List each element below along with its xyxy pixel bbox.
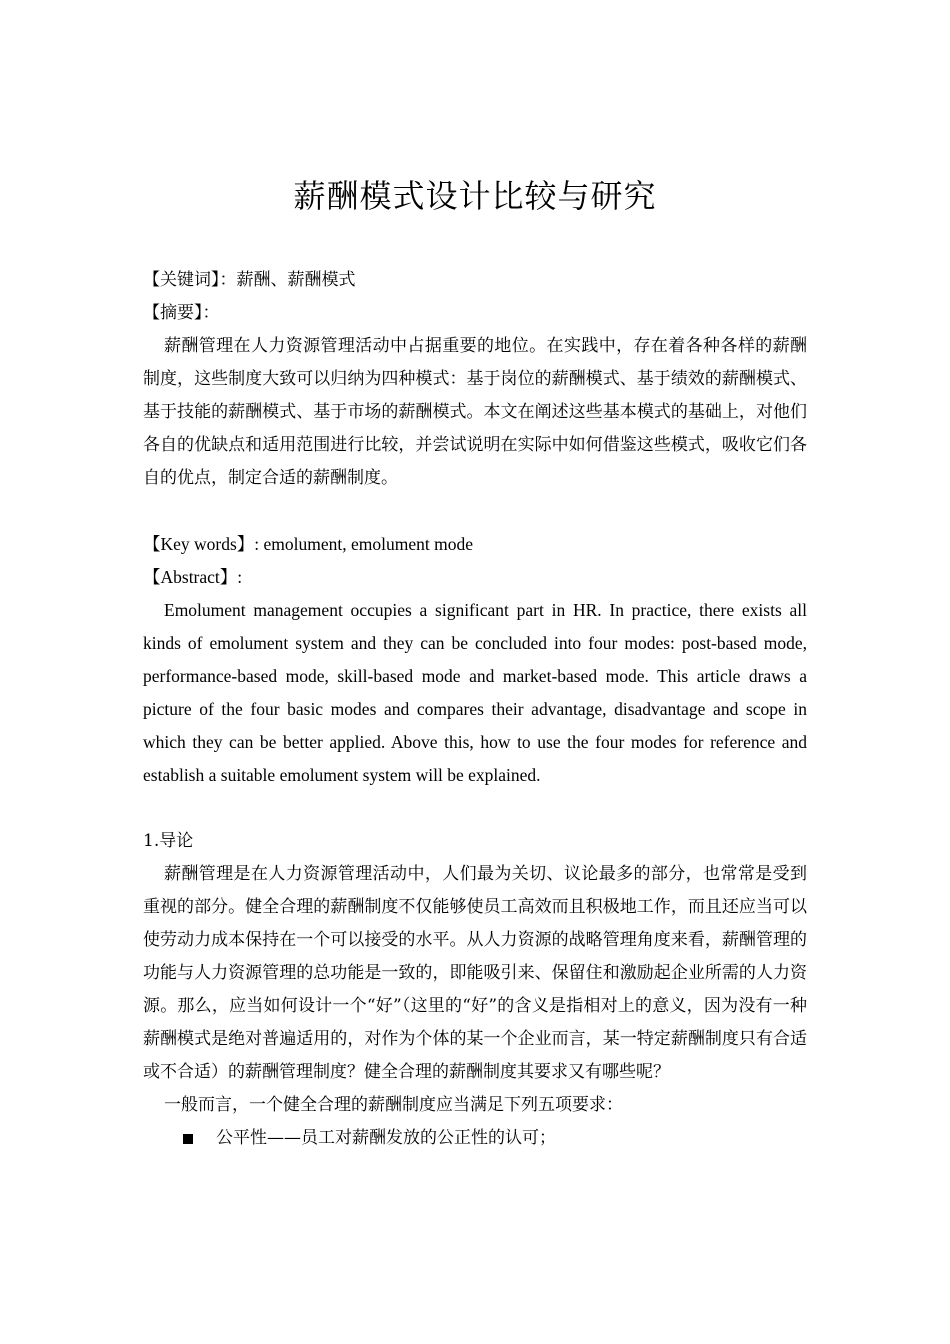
cn-abstract-paragraph: 薪酬管理在人力资源管理活动中占据重要的地位。在实践中，存在着各种各样的薪酬制度，这些制度大致可以归纳为四种模式：基于岗位的薪酬模式、基于绩效的薪酬模式、基于技能的薪酬模式、基于市场的薪酬模式。本文在阐述这些基本模式的基础上，对他们各自的优缺点和适用范围进行比较，并尝试说明在实际中如何借鉴这些模式，吸收它们各自的优点，制定合适的薪酬制度。 — [143, 336, 807, 488]
en-abstract-label: 【Abstract】: — [143, 567, 243, 587]
cn-keywords: 【关键词】：薪酬、薪酬模式 — [143, 270, 356, 290]
section-paragraph: 一般而言，一个健全合理的薪酬制度应当满足下列五项要求： — [164, 1095, 623, 1115]
document-title: 薪酬模式设计比较与研究 — [293, 177, 657, 215]
document-body — [143, 264, 807, 1155]
en-keywords: 【Key words】: emolument, emolument mode — [143, 534, 474, 554]
bullet-text: 公平性——员工对薪酬发放的公正性的认可； — [216, 1128, 556, 1148]
bullet-list-item — [143, 1122, 807, 1155]
cn-abstract-label: 【摘要】： — [143, 303, 220, 323]
spacer — [143, 495, 807, 528]
section-heading: 1.导论 — [143, 831, 194, 851]
square-bullet-icon — [183, 1134, 193, 1144]
spacer — [143, 792, 807, 825]
section-paragraph: 薪酬管理是在人力资源管理活动中，人们最为关切、议论最多的部分，也常常是受到重视的部分。健全合理的薪酬制度不仅能够使员工高效而且积极地工作，而且还应当可以使劳动力成本保持在一个可以接受的水平。从人力资源的战略管理角度来看，薪酬管理的功能与人力资源管理的总功能是一致的，即能吸引来、保留住和激励起企业所需的人力资源。那么，应当如何设计一个“好”（这里的“好”的含义是指相对上的意义，因为没有一种薪酬模式是绝对普遍适用的，对作为个体的某一个企业而言，某一特定薪酬制度只有合适或不合适）的薪酬管理制度？健全合理的薪酬制度其要求又有哪些呢？ — [143, 864, 807, 1082]
en-abstract-paragraph: Emolument management occupies a significant part in HR. In practice, there exists all kinds of emolument system and they can be concluded into four modes: post-based mode, performance-based mode, skill-based mode and market-based mode. This article draws a picture of the four basic modes and compares their advantage, disadvantage and scope in which they can be better applied. Above this, how to use the four modes for reference and establish a suitable emolument system will be explained. — [143, 600, 807, 785]
